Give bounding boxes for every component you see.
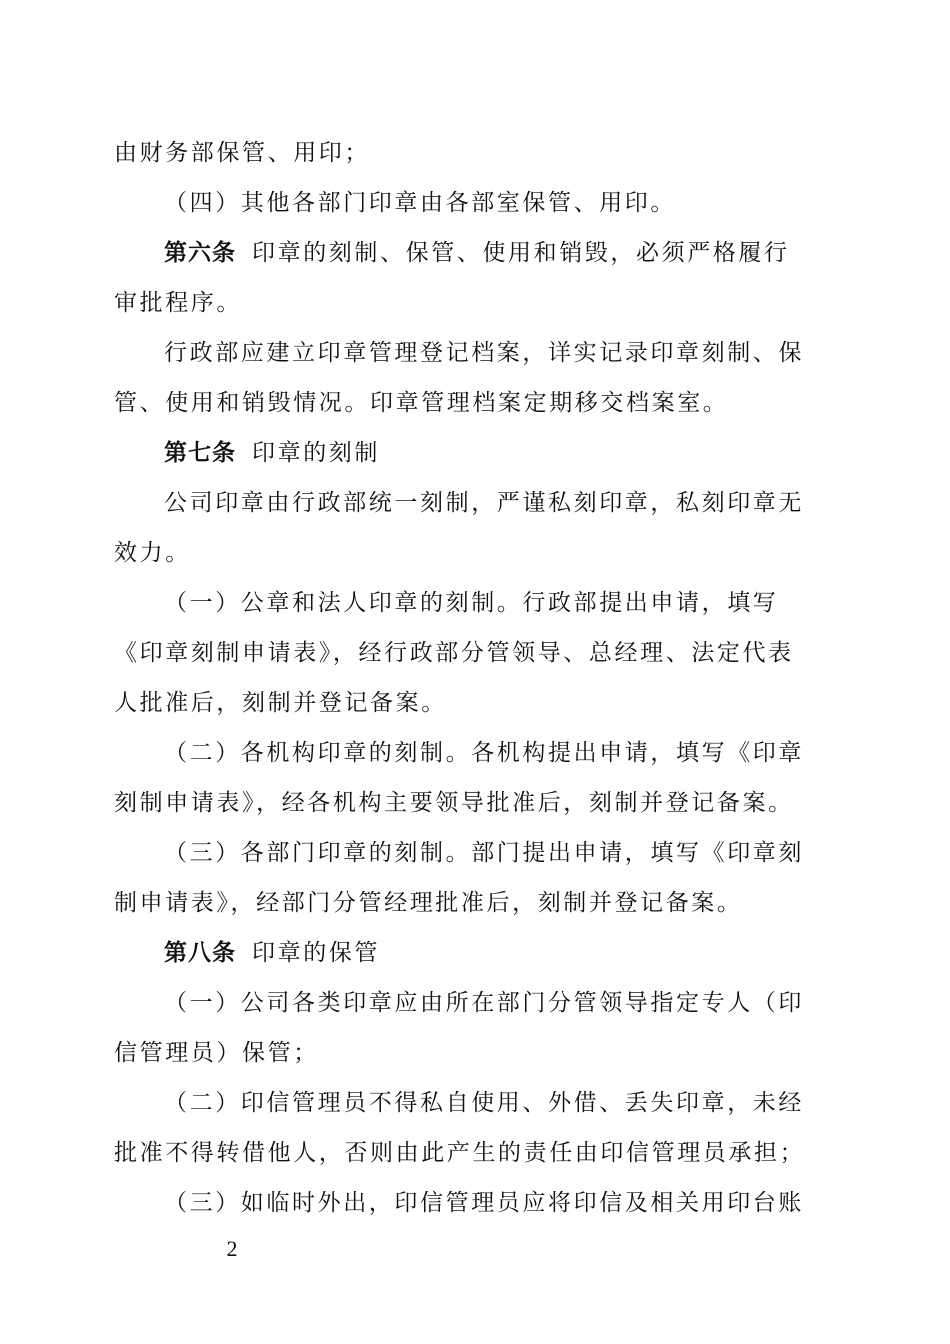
text-line-16-content: 制申请表》，经部门分管经理批准后，刻制并登记备案。 — [114, 890, 743, 916]
text-line-6-content: 管、使用和销毁情况。印章管理档案定期移交档案室。 — [114, 390, 729, 416]
text-line-19-content: 信管理员）保管； — [114, 1040, 319, 1066]
text-line-21 — [114, 1133, 814, 1173]
text-line-2 — [164, 183, 814, 223]
article-6-content: 印章的刻制、保管、使用和销毁，必须严格履行 — [252, 240, 790, 266]
text-line-13-content: （二）各机构印章的刻制。各机构提出申请，填写《印章 — [164, 740, 804, 766]
article-6-line — [164, 233, 814, 273]
article-8-content: 印章的保管 — [252, 940, 380, 966]
article-8-title: 第八条 — [164, 939, 236, 966]
article-7-line — [164, 433, 814, 473]
text-line-19 — [114, 1033, 814, 1073]
article-8-line — [164, 933, 814, 973]
text-line-15-content: （三）各部门印章的刻制。部门提出申请，填写《印章刻 — [164, 840, 804, 866]
text-line-8 — [164, 483, 814, 523]
text-line-4 — [114, 283, 814, 323]
text-line-20 — [164, 1083, 814, 1123]
text-line-11 — [114, 633, 814, 673]
article-6-title: 第六条 — [164, 239, 236, 266]
text-line-14 — [114, 783, 814, 823]
text-line-5-content: 行政部应建立印章管理登记档案，详实记录印章刻制、保 — [164, 340, 804, 366]
text-line-8-content: 公司印章由行政部统一刻制，严谨私刻印章，私刻印章无 — [164, 490, 804, 516]
text-line-9-content: 效力。 — [114, 540, 191, 566]
article-7-content: 印章的刻制 — [252, 440, 380, 466]
text-line-22 — [164, 1183, 814, 1223]
text-line-1-content: 由财务部保管、用印； — [114, 140, 370, 166]
text-line-11-content: 《印章刻制申请表》，经行政部分管领导、总经理、法定代表 — [114, 640, 794, 666]
text-line-18-content: （一）公司各类印章应由所在部门分管领导指定专人（印 — [164, 990, 804, 1016]
text-line-20-content: （二）印信管理员不得私自使用、外借、丢失印章，未经 — [164, 1090, 804, 1116]
text-line-13 — [164, 733, 814, 773]
article-7-title: 第七条 — [164, 439, 236, 466]
text-line-2-content: （四）其他各部门印章由各部室保管、用印。 — [164, 190, 676, 216]
text-line-1 — [114, 133, 814, 173]
text-line-12 — [114, 683, 814, 723]
text-line-10-content: （一）公章和法人印章的刻制。行政部提出申请，填写 — [164, 590, 779, 616]
text-line-22-content: （三）如临时外出，印信管理员应将印信及相关用印台账 — [164, 1190, 804, 1216]
text-line-6 — [114, 383, 814, 423]
text-line-12-content: 人批准后，刻制并登记备案。 — [114, 690, 447, 716]
text-line-4-content: 审批程序。 — [114, 290, 242, 316]
text-line-10 — [164, 583, 814, 623]
text-line-15 — [164, 833, 814, 873]
text-line-9 — [114, 533, 814, 573]
text-line-14-content: 刻制申请表》，经各机构主要领导批准后，刻制并登记备案。 — [114, 790, 794, 816]
page-number: 2 — [226, 1236, 238, 1261]
text-line-5 — [164, 333, 814, 373]
text-line-21-content: 批准不得转借他人，否则由此产生的责任由印信管理员承担； — [114, 1140, 806, 1166]
text-line-18 — [164, 983, 814, 1023]
text-line-16 — [114, 883, 814, 923]
